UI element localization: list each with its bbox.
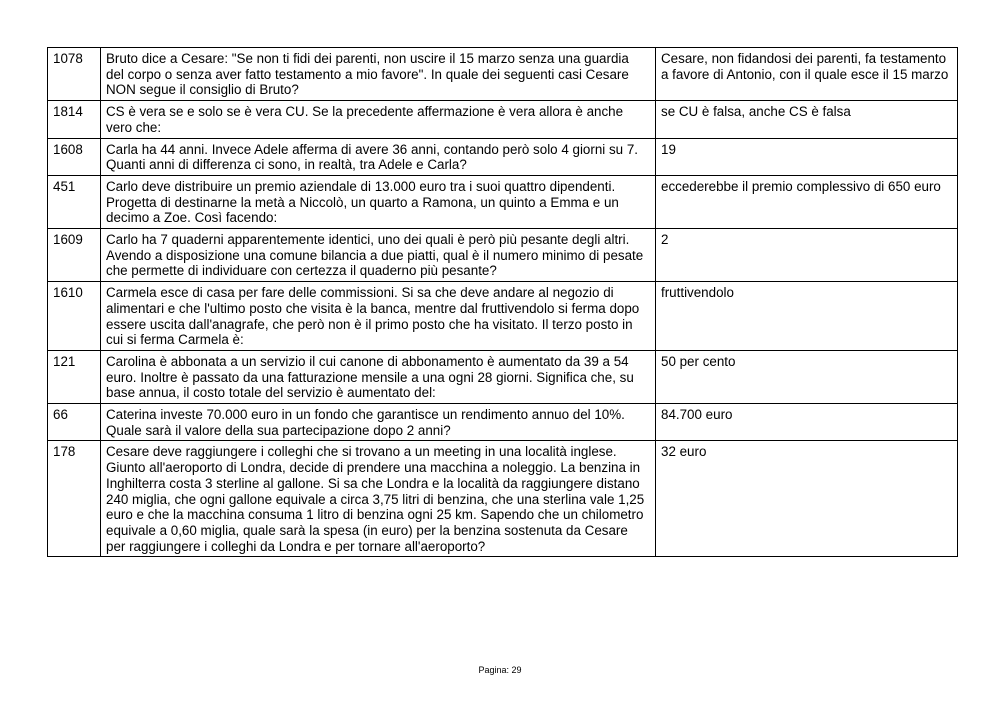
question-id: 1814 <box>48 101 101 138</box>
table-row <box>48 175 958 228</box>
table-row <box>48 101 958 138</box>
question-id: 1609 <box>48 229 101 282</box>
question-id: 451 <box>48 175 101 228</box>
question-id: 1078 <box>48 48 101 101</box>
table-row <box>48 441 958 557</box>
question-text: CS è vera se e solo se è vera CU. Se la precedente affermazione è vera allora è anche vero che: <box>101 101 656 138</box>
answer-text: fruttivendolo <box>656 282 958 351</box>
answer-text: se CU è falsa, anche CS è falsa <box>656 101 958 138</box>
questions-table <box>47 47 958 557</box>
question-text: Carlo deve distribuire un premio aziendale di 13.000 euro tra i suoi quattro dipendenti. Progetta di destinarne la metà a Niccolò, un quarto a Ramona, un quinto a Emma e un decimo a Zoe. Così facendo: <box>101 175 656 228</box>
answer-text: 2 <box>656 229 958 282</box>
question-id: 66 <box>48 404 101 441</box>
question-text: Carolina è abbonata a un servizio il cui canone di abbonamento è aumentato da 39 a 54 euro. Inoltre è passato da una fatturazione mensile a una ogni 28 giorni. Significa che, su base annua, il costo totale del servizio è aumentato del: <box>101 350 656 403</box>
answer-text: Cesare, non fidandosi dei parenti, fa testamento a favore di Antonio, con il quale esce il 15 marzo <box>656 48 958 101</box>
page-number: Pagina: 29 <box>478 665 522 675</box>
question-id: 1608 <box>48 138 101 175</box>
answer-text: 84.700 euro <box>656 404 958 441</box>
table-row <box>48 282 958 351</box>
answer-text: 19 <box>656 138 958 175</box>
question-text: Cesare deve raggiungere i colleghi che si trovano a un meeting in una località inglese. Giunto all'aeroporto di Londra, decide di prendere una macchina a noleggio. La benzina in Inghilterra costa 3 sterline al gallone. Si sa che Londra e la località da raggiungere distano 240 miglia, che ogni gallone equivale a circa 3,75 litri di benzina, che una sterlina vale 1,25 euro e che la macchina consuma 1 litro di benzina ogni 25 km. Sapendo che un chilometro equivale a 0,60 miglia, quale sarà la spesa (in euro) per la benzina sostenuta da Cesare per raggiungere i colleghi da Londra e per tornare all'aeroporto? <box>101 441 656 557</box>
question-text: Bruto dice a Cesare: "Se non ti fidi dei parenti, non uscire il 15 marzo senza una guardia del corpo o senza aver fatto testamento a mio favore". In quale dei seguenti casi Cesare NON segue il consiglio di Bruto? <box>101 48 656 101</box>
question-id: 1610 <box>48 282 101 351</box>
question-text: Carla ha 44 anni. Invece Adele afferma di avere 36 anni, contando però solo 4 giorni su 7. Quanti anni di differenza ci sono, in realtà, tra Adele e Carla? <box>101 138 656 175</box>
answer-text: 50 per cento <box>656 350 958 403</box>
table-row <box>48 48 958 101</box>
table-row <box>48 138 958 175</box>
question-id: 121 <box>48 350 101 403</box>
table-row <box>48 229 958 282</box>
question-text: Carmela esce di casa per fare delle commissioni. Si sa che deve andare al negozio di alimentari e che l'ultimo posto che visita è la banca, mentre dal fruttivendolo si ferma dopo essere uscita dall'anagrafe, che però non è il primo posto che ha visitato. Il terzo posto in cui si ferma Carmela è: <box>101 282 656 351</box>
question-text: Caterina investe 70.000 euro in un fondo che garantisce un rendimento annuo del 10%. Quale sarà il valore della sua partecipazione dopo 2 anni? <box>101 404 656 441</box>
table-row <box>48 404 958 441</box>
answer-text: eccederebbe il premio complessivo di 650 euro <box>656 175 958 228</box>
question-text: Carlo ha 7 quaderni apparentemente identici, uno dei quali è però più pesante degli altri. Avendo a disposizione una comune bilancia a due piatti, qual è il numero minimo di pesate che permette di individuare con certezza il quaderno più pesante? <box>101 229 656 282</box>
answer-text: 32 euro <box>656 441 958 557</box>
question-id: 178 <box>48 441 101 557</box>
table-row <box>48 350 958 403</box>
